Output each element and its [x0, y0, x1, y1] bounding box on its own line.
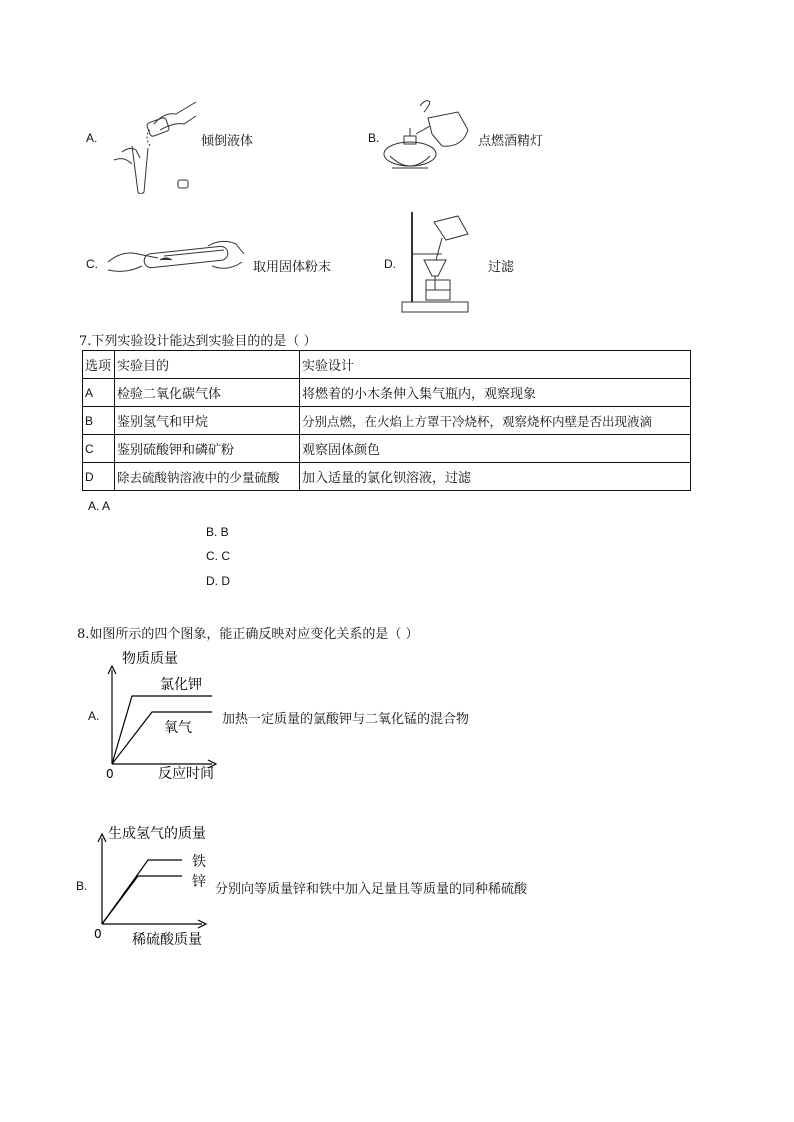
line-oxygen: [112, 712, 212, 764]
header-option: 选项: [83, 351, 115, 379]
choice-b[interactable]: B. B: [206, 525, 229, 539]
table-row: [83, 407, 691, 435]
row-option: B: [83, 407, 115, 435]
q8-option-a-text: 加热一定质量的氯酸钾与二氧化锰的混合物: [222, 712, 470, 727]
table-row: [83, 379, 691, 407]
graph-a-xlabel: 反应时间: [158, 766, 214, 782]
q8-option-a-letter: A.: [88, 709, 100, 723]
lighting-alcohol-lamp-illustration: [380, 96, 472, 178]
pouring-liquid-illustration: [104, 94, 200, 194]
q8-graph-a: [100, 646, 230, 782]
graph-b-series-iron: 铁: [192, 854, 206, 870]
row-purpose: 除去硫酸钠溶液中的少量硫酸: [115, 463, 300, 491]
row-option: A: [83, 379, 115, 407]
graph-a-series-oxygen: 氧气: [164, 720, 192, 736]
header-design: 实验设计: [300, 351, 691, 379]
option-a-label: 倾倒液体: [201, 134, 254, 149]
graph-b-series-zinc: 锌: [192, 874, 206, 890]
graph-b-ylabel: 生成氢气的质量: [108, 826, 206, 842]
row-design: 分别点燃，在火焰上方罩干冷烧杯，观察烧杯内壁是否出现液滴: [300, 407, 691, 435]
row-purpose: 检验二氧化碳气体: [115, 379, 300, 407]
row-option: C: [83, 435, 115, 463]
row-design: 将燃着的小木条伸入集气瓶内，观察现象: [300, 379, 691, 407]
option-d-label: 过滤: [488, 260, 515, 275]
option-b-label: 点燃酒精灯: [478, 134, 544, 149]
line-iron: [102, 860, 182, 924]
option-d-letter: D.: [384, 257, 396, 271]
q8-graph-b: [90, 820, 220, 952]
choice-c[interactable]: C. C: [206, 549, 230, 563]
graph-a-ylabel: 物质质量: [122, 651, 178, 667]
option-c-letter: C.: [86, 257, 98, 271]
table-row: [83, 463, 691, 491]
graph-b-xlabel: 稀硫酸质量: [132, 932, 202, 948]
header-purpose: 实验目的: [115, 351, 300, 379]
choice-d[interactable]: D. D: [206, 574, 230, 588]
row-purpose: 鉴别硫酸钾和磷矿粉: [115, 435, 300, 463]
taking-solid-powder-illustration: [104, 236, 248, 280]
row-option: D: [83, 463, 115, 491]
table-row: [83, 435, 691, 463]
choice-a[interactable]: A. A: [88, 499, 111, 513]
question-7-stem: 7.下列实验设计能达到实验目的的是（ ）: [79, 334, 317, 349]
row-design: 加入适量的氯化钡溶液，过滤: [300, 463, 691, 491]
graph-a-series-kcl: 氯化钾: [160, 677, 202, 693]
graph-a-origin: 0: [106, 767, 114, 781]
q7-table: [82, 350, 691, 491]
row-design: 观察固体颜色: [300, 435, 691, 463]
line-kcl: [112, 696, 212, 764]
option-c-label: 取用固体粉末: [253, 260, 332, 275]
q8-option-b-text: 分别向等质量锌和铁中加入足量且等质量的同种稀硫酸: [215, 882, 528, 897]
option-a-letter: A.: [86, 131, 98, 145]
table-header-row: [83, 351, 691, 379]
row-purpose: 鉴别氢气和甲烷: [115, 407, 300, 435]
graph-b-origin: 0: [94, 927, 102, 941]
q8-option-b-letter: B.: [76, 879, 88, 893]
question-8-stem: 8.如图所示的四个图象，能正确反映对应变化关系的是（ ）: [77, 627, 419, 642]
filtration-apparatus-illustration: [398, 208, 478, 318]
line-zinc: [102, 876, 182, 924]
option-b-letter: B.: [368, 131, 380, 145]
